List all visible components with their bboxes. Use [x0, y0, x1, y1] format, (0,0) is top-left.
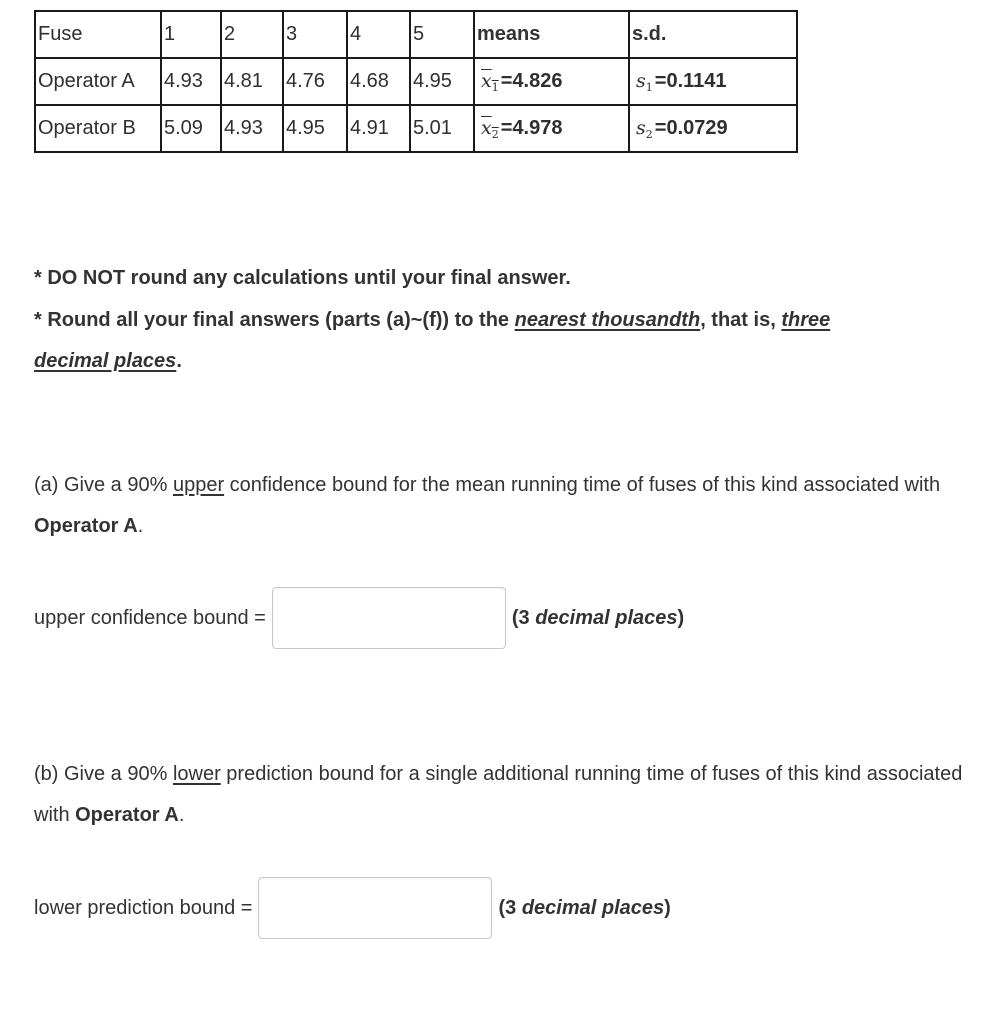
- table-cell: 4.76: [283, 58, 347, 105]
- header-col-4: 4: [347, 11, 410, 58]
- decimal-hint-b: (3 decimal places): [498, 896, 671, 919]
- operator-a-bold: Operator A: [34, 515, 138, 537]
- sd-value: =0.0729: [654, 116, 728, 139]
- s-symbol: $s_1$: [636, 69, 653, 94]
- table-header-row: [35, 11, 797, 58]
- question-part-a: (a) Give a 90% upper confidence bound for the mean running time of fuses of this kind associated with Operator A.: [34, 474, 941, 537]
- table-row-operator-a: [35, 58, 797, 105]
- rounding-note-2: * Round all your final answers (parts (a)~(f)) to the nearest thousandth, that is, three decimal places.: [34, 309, 831, 372]
- table-cell: 5.01: [410, 105, 474, 152]
- header-col-3: 3: [283, 11, 347, 58]
- operator-a-bold: Operator A: [75, 804, 179, 826]
- sd-cell: [629, 58, 797, 105]
- answer-row-b: [34, 877, 671, 939]
- emphasis-three: three: [781, 309, 831, 331]
- table-row-operator-b: [35, 105, 797, 152]
- emphasis-lower: lower: [172, 763, 221, 785]
- table-cell: 4.95: [283, 105, 347, 152]
- sd-cell: [629, 105, 797, 152]
- header-col-1: 1: [161, 11, 221, 58]
- header-sd: s.d.: [629, 11, 797, 58]
- mean-value: =4.978: [500, 116, 563, 139]
- header-col-2: 2: [221, 11, 283, 58]
- table-cell: 4.81: [221, 58, 283, 105]
- upper-bound-label: upper confidence bound =: [34, 606, 266, 629]
- header-means: means: [474, 11, 629, 58]
- table-cell: 4.93: [221, 105, 283, 152]
- table-cell: 4.93: [161, 58, 221, 105]
- answer-row-a: [34, 587, 684, 649]
- header-col-5: 5: [410, 11, 474, 58]
- decimal-hint-a: (3 decimal places): [511, 606, 685, 629]
- emphasis-upper: upper: [172, 474, 225, 496]
- row-label: Operator A: [35, 58, 161, 105]
- mean-cell: [474, 58, 629, 105]
- s-symbol: $s_2$: [636, 116, 653, 141]
- lower-prediction-bound-input[interactable]: [258, 877, 492, 939]
- table-cell: 4.91: [347, 105, 410, 152]
- fuse-data-table: [34, 10, 798, 153]
- table-cell: 4.95: [410, 58, 474, 105]
- question-part-b: (b) Give a 90% lower prediction bound for a single additional running time of fuses of this kind associated with Operator A.: [34, 763, 963, 826]
- lower-bound-label: lower prediction bound =: [34, 896, 253, 919]
- upper-confidence-bound-input[interactable]: [272, 587, 506, 649]
- header-fuse: Fuse: [35, 11, 161, 58]
- table-cell: 4.68: [347, 58, 410, 105]
- xbar-symbol: $x_1$: [481, 69, 499, 94]
- emphasis-nearest-thousandth: nearest thousandth: [514, 309, 701, 331]
- xbar-symbol: $x_2$: [481, 116, 499, 141]
- rounding-note-1: * DO NOT round any calculations until your final answer.: [34, 267, 571, 289]
- mean-cell: [474, 105, 629, 152]
- emphasis-decimal-places: decimal places: [34, 350, 177, 372]
- table-cell: 5.09: [161, 105, 221, 152]
- sd-value: =0.1141: [654, 69, 727, 92]
- mean-value: =4.826: [500, 69, 563, 92]
- row-label: Operator B: [35, 105, 161, 152]
